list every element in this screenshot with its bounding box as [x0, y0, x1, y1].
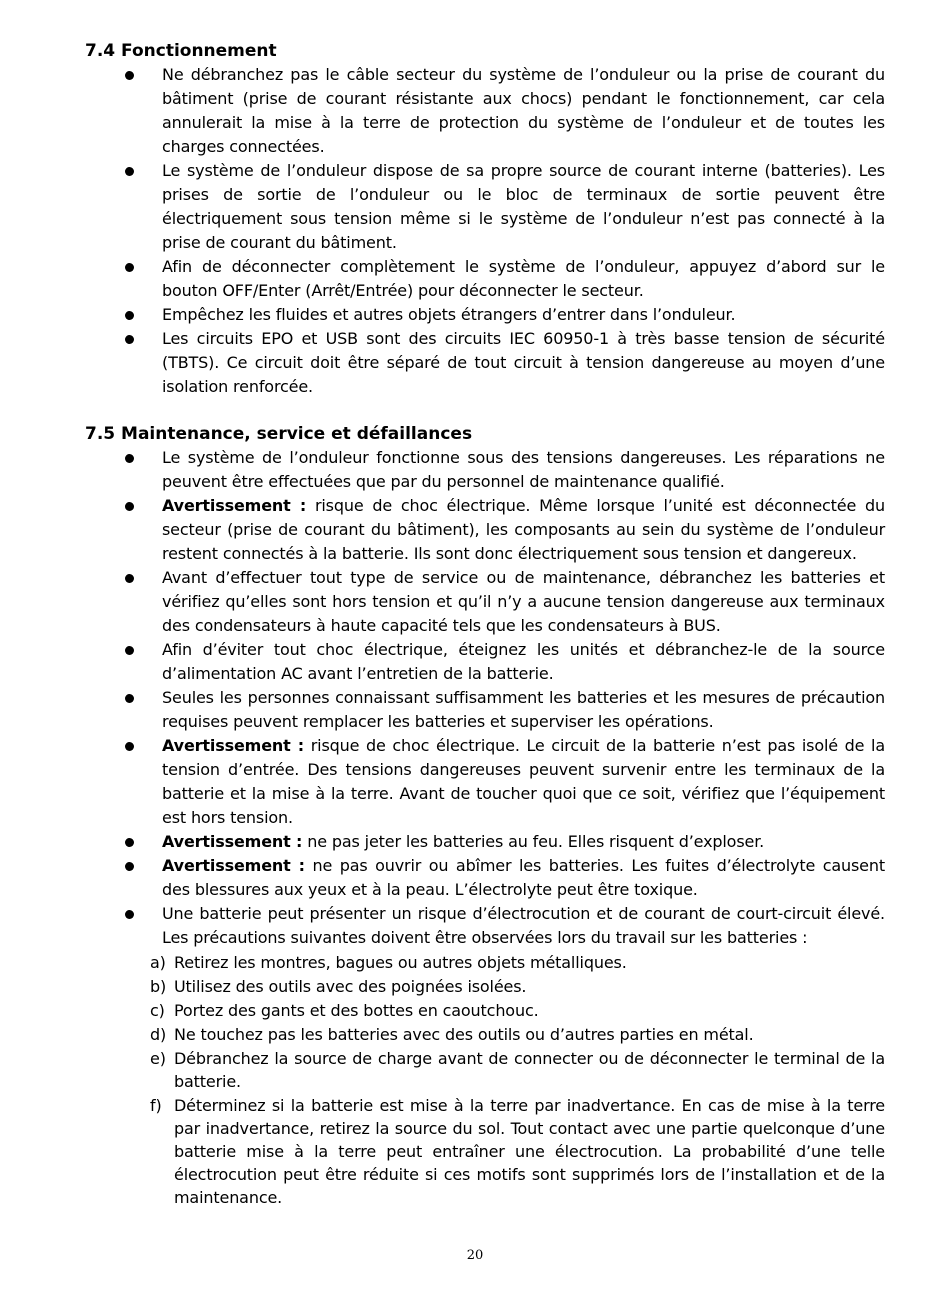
sub-item-marker: d) — [150, 1025, 167, 1044]
sub-item-text: Débranchez la source de charge avant de connecter ou de déconnecter le terminal de la batterie. — [174, 1049, 885, 1091]
section-7-4 — [85, 40, 885, 399]
sub-item-marker: a) — [150, 953, 166, 972]
list-item — [85, 830, 885, 854]
list-item — [85, 446, 885, 494]
sub-item-marker: f) — [150, 1096, 162, 1115]
item-text: Seules les personnes connaissant suffisamment les batteries et les mesures de précaution requises peuvent remplacer les batteries et superviser les opérations. — [162, 688, 885, 731]
item-text: risque de choc électrique. Le circuit de la batterie n’est pas isolé de la tension d’entrée. Des tensions dangereuses peuvent survenir entre les terminaux de la batterie et la mise à la terre. Avant de toucher quoi que ce soit, vérifiez que l’équipement est hors tension. — [162, 736, 885, 827]
sub-item — [85, 951, 885, 974]
item-text: ne pas jeter les batteries au feu. Elles risquent d’exploser. — [302, 832, 765, 851]
sub-item-text: Portez des gants et des bottes en caoutchouc. — [174, 1001, 539, 1020]
list-item — [85, 638, 885, 686]
list-item — [85, 566, 885, 638]
section-heading: 7.5 Maintenance, service et défaillances — [85, 424, 473, 444]
warning-label: Avertissement : — [162, 736, 305, 755]
item-text: Les circuits EPO et USB sont des circuits IEC 60950-1 à très basse tension de sécurité (TBTS). Ce circuit doit être séparé de tout circuit à tension dangereuse au moyen d’une isolation renforcée. — [162, 329, 885, 396]
sub-item-text: Utilisez des outils avec des poignées isolées. — [174, 977, 527, 996]
list-item — [85, 63, 885, 159]
item-text: Le système de l’onduleur dispose de sa propre source de courant interne (batteries). Les prises de sortie de l’onduleur ou le bloc de terminaux de sortie peuvent être électriquement sous tension même si le système de l’onduleur n’est pas connecté à la prise de courant du bâtiment. — [162, 161, 885, 252]
sub-item — [85, 999, 885, 1022]
item-text: Afin d’éviter tout choc électrique, éteignez les unités et débranchez-le de la source d’alimentation AC avant l’entretien de la batterie. — [162, 640, 885, 683]
item-text: Afin de déconnecter complètement le système de l’onduleur, appuyez d’abord sur le bouton OFF/Enter (Arrêt/Entrée) pour déconnecter le secteur. — [162, 257, 885, 300]
sub-item-marker: b) — [150, 977, 167, 996]
sub-item — [85, 1094, 885, 1209]
item-text: Une batterie peut présenter un risque d’électrocution et de courant de court-circuit élevé. Les précautions suivantes doivent être observées lors du travail sur les batteries : — [162, 904, 885, 947]
sub-item — [85, 975, 885, 998]
sub-item-marker: e) — [150, 1049, 166, 1068]
list-item — [85, 902, 885, 950]
sub-item-text: Ne touchez pas les batteries avec des outils ou d’autres parties en métal. — [174, 1025, 754, 1044]
list-item — [85, 303, 885, 327]
page-number: 20 — [466, 1248, 484, 1263]
item-text: risque de choc électrique. Même lorsque l’unité est déconnectée du secteur (prise de courant du bâtiment), les composants au sein du système de l’onduleur restent connectés à la batterie. Ils sont donc électriquement sous tension et dangereux. — [162, 496, 885, 563]
sub-item — [85, 1023, 885, 1046]
item-text: Ne débranchez pas le câble secteur du système de l’onduleur ou la prise de courant du bâtiment (prise de courant résistante aux chocs) pendant le fonctionnement, car cela annulerait la mise à la terre de protection du système de l’onduleur et de toutes les charges connectées. — [162, 65, 885, 156]
list-item — [85, 494, 885, 566]
section-7-5 — [85, 423, 885, 1209]
sub-item-marker: c) — [150, 1001, 165, 1020]
list-item — [85, 159, 885, 255]
list-item — [85, 734, 885, 830]
warning-label: Avertissement : — [162, 832, 303, 851]
bullet-list — [85, 446, 885, 950]
sub-item-text: Retirez les montres, bagues ou autres objets métalliques. — [174, 953, 627, 972]
warning-label: Avertissement : — [162, 496, 307, 515]
list-item — [85, 686, 885, 734]
sub-item-text: Déterminez si la batterie est mise à la terre par inadvertance. En cas de mise à la terre par inadvertance, retirez la source du sol. Tout contact avec une partie quelconque d’une batterie mise à la terre peut entraîner une électrocution. La probabilité d’une telle électrocution peut être réduite si ces motifs sont supprimés lors de l’installation et de la maintenance. — [174, 1096, 885, 1207]
item-text: ne pas ouvrir ou abîmer les batteries. Les fuites d’électrolyte causent des blessures aux yeux et à la peau. L’électrolyte peut être toxique. — [162, 856, 885, 899]
sub-list — [85, 951, 885, 1209]
item-text: Le système de l’onduleur fonctionne sous des tensions dangereuses. Les réparations ne peuvent être effectuées que par du personnel de maintenance qualifié. — [162, 448, 885, 491]
list-item — [85, 327, 885, 399]
bullet-list — [85, 63, 885, 399]
item-text: Empêchez les fluides et autres objets étrangers d’entrer dans l’onduleur. — [162, 305, 736, 324]
list-item — [85, 255, 885, 303]
section-heading: 7.4 Fonctionnement — [85, 41, 277, 61]
warning-label: Avertissement : — [162, 856, 305, 875]
list-item — [85, 854, 885, 902]
sub-item — [85, 1047, 885, 1093]
item-text: Avant d’effectuer tout type de service ou de maintenance, débranchez les batteries et vérifiez qu’elles sont hors tension et qu’il n’y a aucune tension dangereuse aux terminaux des condensateurs à haute capacité tels que les condensateurs à BUS. — [162, 568, 885, 635]
